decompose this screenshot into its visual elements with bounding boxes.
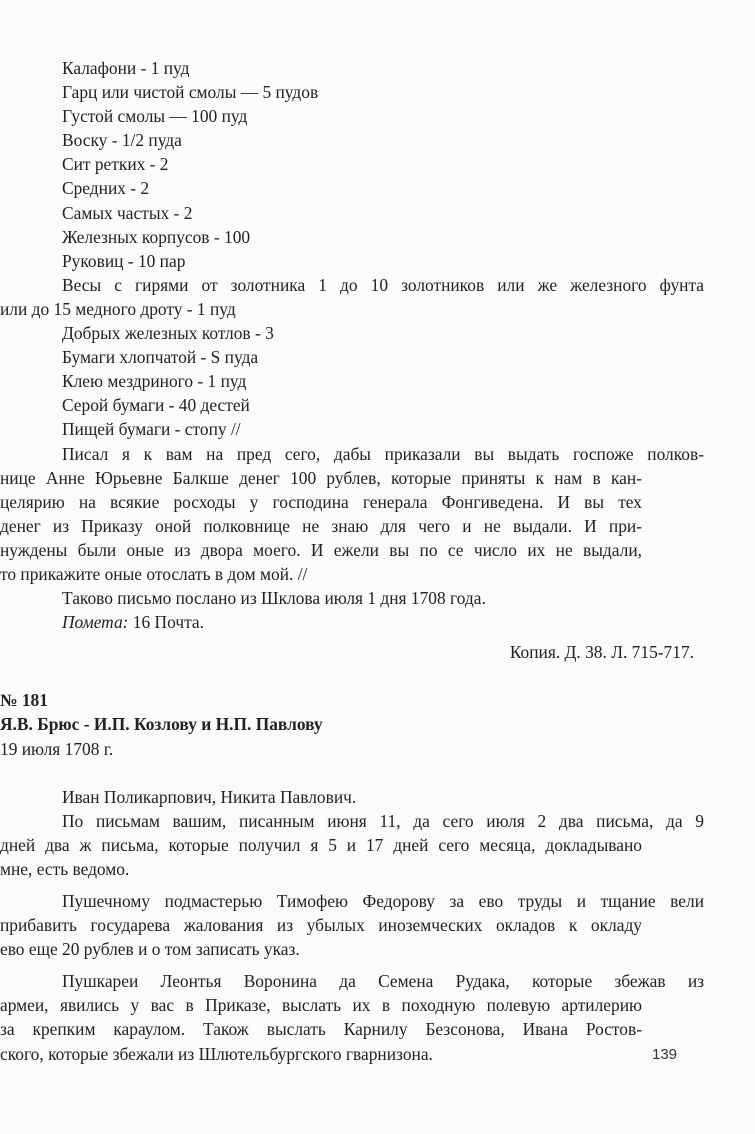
letter-line: целярию на всякие росходы у господина генерала Фонгиведена. И вы тех bbox=[0, 491, 642, 512]
paragraph-line: ево еще 20 рублев и о том записать указ. bbox=[0, 939, 300, 960]
letter-line: нице Анне Юрьевне Балкше денег 100 рублев, которые приняты к нам в кан- bbox=[0, 467, 642, 488]
paragraph-line: Пушечному подмастерью Тимофею Федорову за ево труды и тщание вели bbox=[62, 891, 704, 911]
document-title: Я.В. Брюс - И.П. Козлову и Н.П. Павлову bbox=[0, 714, 323, 735]
paragraph-line: прибавить государева жалования из убылых иноземческих окладов к окладу bbox=[0, 915, 642, 936]
letter-line: денег из Приказу оной полковнице не знаю для чего и не выдали. И при- bbox=[0, 515, 642, 536]
page-number: 139 bbox=[652, 1046, 678, 1063]
list-item: Калафони - 1 пуд bbox=[62, 58, 190, 78]
paragraph-line: дней два ж письма, которые получил я 5 и 17 дней сего месяца, докладывано bbox=[0, 834, 642, 855]
list-item: Густой смолы — 100 пуд bbox=[62, 106, 248, 127]
salutation: Иван Поликарпович, Никита Павлович. bbox=[62, 786, 357, 807]
list-item: Руковиц - 10 пар bbox=[62, 250, 186, 271]
paragraph-line: мне, есть ведомо. bbox=[0, 858, 130, 879]
sent-line: Таково письмо послано из Шклова июля 1 дня 1708 года. bbox=[62, 588, 486, 609]
note-line bbox=[62, 610, 704, 634]
paragraph-line: Пушкареи Леонтья Воронина да Семена Рудака, которые збежав из bbox=[62, 971, 704, 992]
letter-line: нуждены были оные из двора моего. И ежели вы по се число их не выдали, bbox=[0, 539, 642, 560]
letter-line: Писал я к вам на пред сего, дабы приказали вы выдать госпоже полков- bbox=[62, 443, 704, 464]
document-date: 19 июля 1708 г. bbox=[0, 738, 114, 759]
list-item: Добрых железных котлов - 3 bbox=[62, 323, 274, 344]
list-item: Клею мездриного - 1 пуд bbox=[62, 371, 247, 392]
list-item: Бумаги хлопчатой - S пуда bbox=[62, 347, 259, 368]
document-page bbox=[0, 56, 704, 1066]
list-item: Железных корпусов - 100 bbox=[62, 226, 251, 247]
paragraph-line: армеи, явились у вас в Приказе, выслать их в походную полевую артилерию bbox=[0, 995, 642, 1016]
letter-line: то прикажите оные отослать в дом мой. // bbox=[0, 563, 308, 584]
note-label: Помета: bbox=[62, 612, 129, 633]
document-number: № 181 bbox=[0, 690, 48, 711]
note-text: 16 Почта. bbox=[128, 612, 204, 633]
paragraph-line: за крепким караулом. Також выслать Карнилу Безсонова, Ивана Ростов- bbox=[0, 1019, 642, 1040]
list-item: Серой бумаги - 40 дестей bbox=[62, 395, 250, 416]
list-item: Воску - 1/2 пуда bbox=[62, 130, 182, 151]
list-item: Гарц или чистой смолы — 5 пудов bbox=[62, 82, 319, 103]
list-item: Средних - 2 bbox=[62, 178, 150, 199]
list-item: Сит ретких - 2 bbox=[62, 154, 169, 175]
paragraph-line: По письмам вашим, писанным июня 11, да сего июля 2 два письма, да 9 bbox=[62, 810, 704, 831]
paragraph-line: ского, которые збежали из Шлютельбургского гварнизона. bbox=[0, 1043, 433, 1064]
list-item-scales-line-1: Весы с гирями от золотника 1 до 10 золотников или же железного фунта bbox=[62, 274, 704, 295]
list-item-scales-line-2: или до 15 медного дроту - 1 пуд bbox=[0, 298, 236, 319]
list-item: Пищей бумаги - стопу // bbox=[62, 419, 241, 440]
list-item: Самых частых - 2 bbox=[62, 202, 193, 223]
copy-reference: Копия. Д. 38. Л. 715-717. bbox=[509, 642, 694, 663]
